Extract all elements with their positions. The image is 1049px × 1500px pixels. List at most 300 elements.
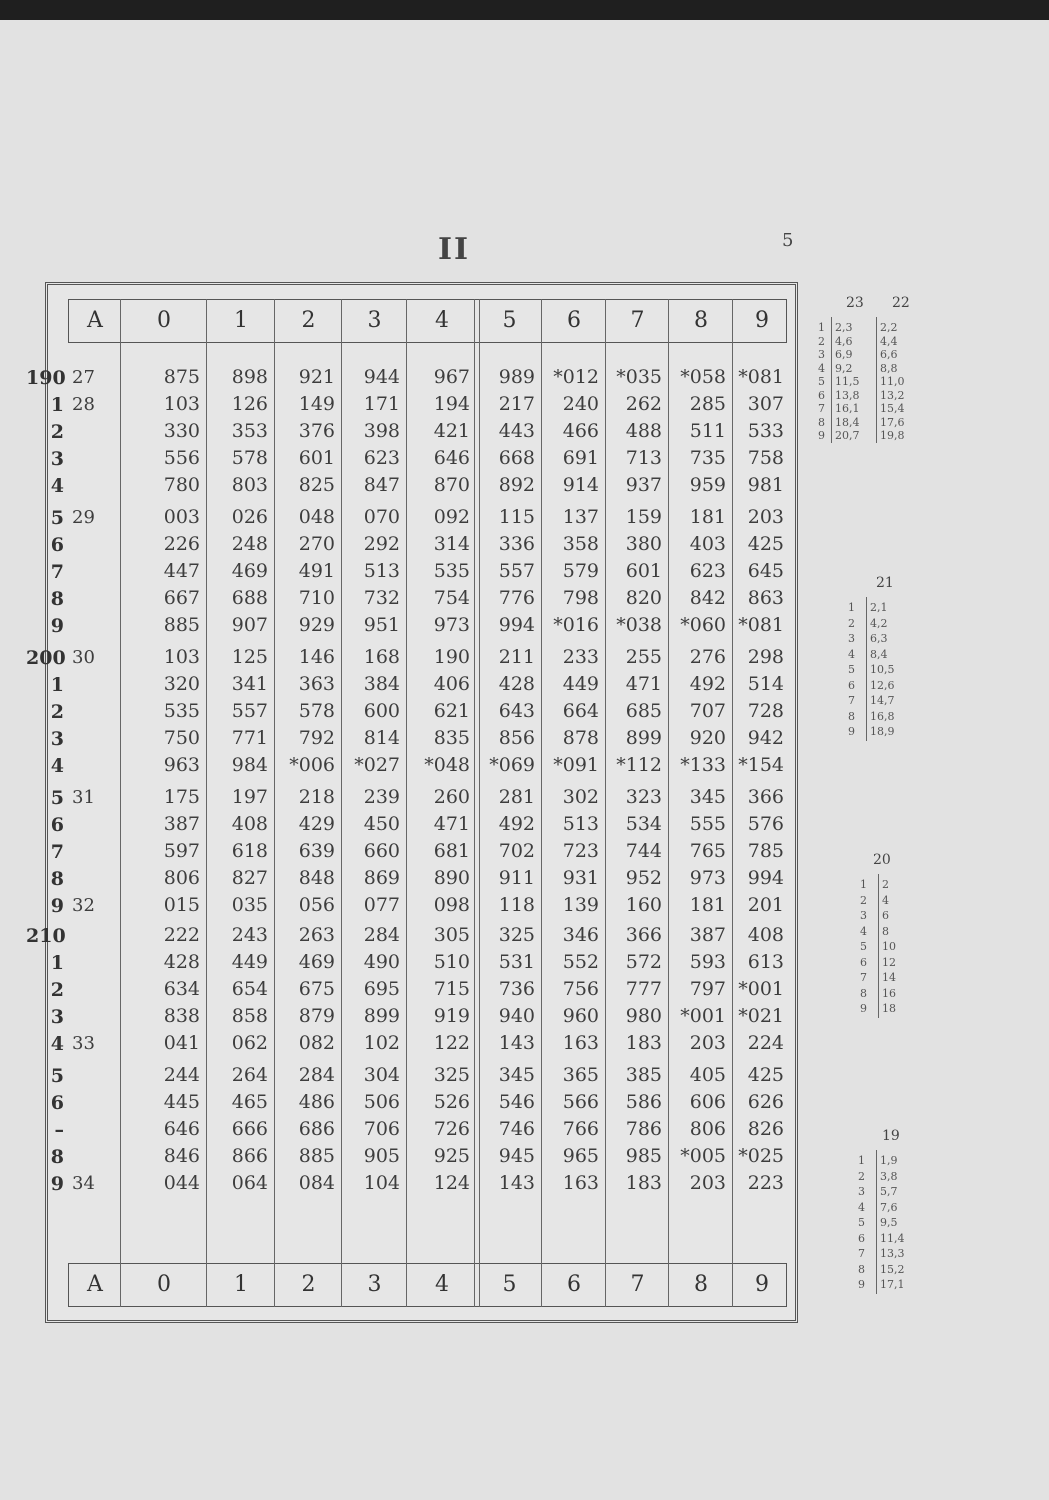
table-cell: 754: [433, 587, 470, 609]
pp-index: 8: [818, 415, 825, 429]
table-cell: 758: [747, 447, 784, 469]
pp-index: 2: [818, 334, 825, 348]
column-rule: [668, 299, 669, 1307]
pp-value: 18,4: [835, 415, 860, 429]
table-cell: 556: [163, 447, 200, 469]
pp-value: 13,2: [880, 388, 905, 402]
table-cell: 879: [298, 1005, 335, 1027]
table-cell: 771: [231, 727, 268, 749]
table-cell: 726: [433, 1118, 470, 1140]
table-cell: 262: [625, 393, 662, 415]
table-cell: 211: [498, 646, 535, 668]
row-argument: 2: [50, 979, 64, 1001]
table-cell: 492: [498, 813, 535, 835]
table-cell: 848: [298, 867, 335, 889]
pp-index: 9: [818, 429, 825, 442]
table-cell: 765: [689, 840, 726, 862]
table-cell: 907: [231, 614, 268, 636]
table-cell: 695: [363, 978, 400, 1000]
table-cell: 899: [363, 1005, 400, 1027]
row-argument: 8: [50, 1146, 64, 1168]
pp-index: 5: [848, 663, 855, 676]
table-cell: 792: [298, 727, 335, 749]
table-cell: 276: [689, 646, 726, 668]
row-argument: 6: [50, 534, 64, 556]
column-rule: [274, 299, 275, 1307]
table-cell: 425: [747, 1064, 784, 1086]
row-prefix: 32: [72, 895, 95, 916]
table-cell: 408: [231, 813, 268, 835]
pp-index: 6: [818, 388, 825, 402]
table-cell: 586: [625, 1091, 662, 1113]
row-prefix: 33: [72, 1033, 95, 1054]
table-cell: 858: [231, 1005, 268, 1027]
table-cell: 217: [498, 393, 535, 415]
table-cell: 875: [163, 366, 200, 388]
header-cell: 3: [367, 1272, 382, 1297]
table-cell: 358: [562, 533, 599, 555]
table-cell: 077: [363, 894, 400, 916]
table-cell: 959: [689, 474, 726, 496]
header-cell: 2: [301, 308, 316, 333]
table-cell: 429: [298, 813, 335, 835]
pp-value: 4: [882, 893, 889, 907]
table-cell: 284: [298, 1064, 335, 1086]
table-cell: 940: [498, 1005, 535, 1027]
pp-value: 19,8: [880, 429, 905, 442]
table-cell: 511: [689, 420, 726, 442]
table-cell: 654: [231, 978, 268, 1000]
row-argument: 4: [50, 1033, 64, 1055]
table-cell: 951: [363, 614, 400, 636]
pp-index: 8: [858, 1262, 865, 1276]
table-cell: 937: [625, 474, 662, 496]
table-cell: 919: [433, 1005, 470, 1027]
row-argument: 1: [50, 952, 64, 974]
table-cell: 465: [231, 1091, 268, 1113]
table-cell: 785: [747, 840, 784, 862]
pp-value: 12: [882, 955, 896, 969]
table-cell: 967: [433, 366, 470, 388]
table-cell: 292: [363, 533, 400, 555]
header-cell: 9: [755, 308, 769, 333]
table-cell: 298: [747, 646, 784, 668]
table-cell: 307: [747, 393, 784, 415]
table-cell: 183: [625, 1032, 662, 1054]
table-cell: *154: [738, 754, 784, 776]
pp-value: 4,6: [835, 334, 853, 348]
table-cell: *016: [553, 614, 599, 636]
table-cell: 715: [433, 978, 470, 1000]
table-cell: 601: [625, 560, 662, 582]
row-argument: 2: [50, 421, 64, 443]
table-cell: 240: [562, 393, 599, 415]
row-argument: 4: [50, 755, 64, 777]
pp-rule: [866, 597, 867, 741]
table-cell: 486: [298, 1091, 335, 1113]
table-cell: 062: [231, 1032, 268, 1054]
table-cell: 866: [231, 1145, 268, 1167]
row-argument: 3: [50, 448, 64, 470]
table-cell: 137: [562, 506, 599, 528]
table-cell: 835: [433, 727, 470, 749]
pp-value: 14: [882, 971, 896, 984]
table-cell: 082: [298, 1032, 335, 1054]
table-cell: 171: [363, 393, 400, 415]
row-argument: 6: [50, 814, 64, 836]
pp-value: 14,7: [870, 694, 895, 707]
table-cell: 104: [363, 1172, 400, 1194]
table-cell: 618: [231, 840, 268, 862]
table-cell: 421: [433, 420, 470, 442]
table-cell: 118: [498, 894, 535, 916]
pp-index: 5: [860, 940, 867, 953]
header-cell: 7: [630, 1272, 645, 1297]
header-cell: 4: [435, 1272, 449, 1297]
table-cell: 952: [625, 867, 662, 889]
table-cell: 281: [498, 786, 535, 808]
table-cell: 646: [163, 1118, 200, 1140]
row-prefix: 34: [72, 1173, 95, 1194]
table-cell: *006: [289, 754, 335, 776]
table-cell: 878: [562, 727, 599, 749]
table-cell: 490: [363, 951, 400, 973]
row-prefix: 28: [72, 394, 95, 415]
table-cell: 960: [562, 1005, 599, 1027]
pp-value: 2,3: [835, 321, 853, 334]
table-cell: 363: [298, 673, 335, 695]
table-cell: 126: [231, 393, 268, 415]
table-cell: 325: [433, 1064, 470, 1086]
table-cell: 469: [298, 951, 335, 973]
table-cell: 965: [562, 1145, 599, 1167]
table-cell: 070: [363, 506, 400, 528]
table-cell: 746: [498, 1118, 535, 1140]
table-cell: 513: [363, 560, 400, 582]
table-cell: 579: [562, 560, 599, 582]
table-cell: 203: [689, 1172, 726, 1194]
table-cell: *025: [738, 1145, 784, 1167]
table-cell: 218: [298, 786, 335, 808]
table-cell: 124: [433, 1172, 470, 1194]
table-cell: 243: [231, 924, 268, 946]
row-argument: 9: [50, 895, 64, 917]
header-cell: 4: [435, 308, 449, 333]
pp-value: 8,8: [880, 361, 898, 375]
table-cell: 576: [747, 813, 784, 835]
pp-head: 21: [876, 575, 894, 591]
table-cell: 387: [689, 924, 726, 946]
table-cell: 428: [498, 673, 535, 695]
table-cell: 003: [163, 506, 200, 528]
table-cell: 981: [747, 474, 784, 496]
table-cell: 194: [433, 393, 470, 415]
header-cell: 1: [234, 308, 248, 333]
pp-rule: [876, 1150, 877, 1294]
header-cell: 8: [694, 308, 708, 333]
table-cell: 646: [433, 447, 470, 469]
table-cell: 639: [298, 840, 335, 862]
table-header-bottom: [68, 1263, 787, 1307]
table-cell: 899: [625, 727, 662, 749]
table-cell: 398: [363, 420, 400, 442]
row-argument: 210: [26, 925, 66, 947]
table-cell: 366: [747, 786, 784, 808]
table-cell: 125: [231, 646, 268, 668]
table-cell: 710: [298, 587, 335, 609]
row-argument: 9: [50, 1173, 64, 1195]
table-cell: 786: [625, 1118, 662, 1140]
table-cell: 820: [625, 587, 662, 609]
table-cell: 601: [298, 447, 335, 469]
table-cell: 555: [689, 813, 726, 835]
pp-value: 1,9: [880, 1154, 898, 1167]
table-cell: 345: [498, 1064, 535, 1086]
table-cell: 143: [498, 1172, 535, 1194]
row-argument: 190: [26, 367, 66, 389]
pp-value: 18: [882, 1002, 896, 1015]
table-cell: 780: [163, 474, 200, 496]
pp-index: 6: [848, 678, 855, 692]
pp-value: 9,5: [880, 1216, 898, 1229]
pp-index: 5: [858, 1216, 865, 1229]
table-cell: 905: [363, 1145, 400, 1167]
table-cell: 197: [231, 786, 268, 808]
pp-value: 2,1: [870, 601, 888, 614]
pp-index: 3: [818, 348, 825, 361]
table-cell: 593: [689, 951, 726, 973]
pp-value: 10: [882, 940, 896, 953]
pp-value: 18,9: [870, 725, 895, 738]
row-argument: 3: [50, 728, 64, 750]
table-cell: 336: [498, 533, 535, 555]
row-argument: 7: [50, 841, 64, 863]
table-cell: 203: [689, 1032, 726, 1054]
table-cell: 471: [433, 813, 470, 835]
table-cell: 535: [163, 700, 200, 722]
table-cell: 526: [433, 1091, 470, 1113]
table-cell: 365: [562, 1064, 599, 1086]
table-cell: 666: [231, 1118, 268, 1140]
table-cell: 735: [689, 447, 726, 469]
pp-value: 11,5: [835, 375, 860, 388]
table-cell: 803: [231, 474, 268, 496]
pp-head: 20: [873, 852, 891, 868]
pp-value: 17,1: [880, 1278, 905, 1291]
table-cell: 707: [689, 700, 726, 722]
pp-value: 13,3: [880, 1247, 905, 1260]
row-argument: 6: [50, 1092, 64, 1114]
table-cell: 506: [363, 1091, 400, 1113]
pp-index: 7: [860, 971, 867, 984]
table-cell: 098: [433, 894, 470, 916]
table-cell: 944: [363, 366, 400, 388]
pp-head: 23: [846, 295, 864, 311]
row-prefix: 29: [72, 507, 95, 528]
table-cell: 847: [363, 474, 400, 496]
table-cell: 557: [498, 560, 535, 582]
table-cell: 963: [163, 754, 200, 776]
table-cell: 428: [163, 951, 200, 973]
header-cell: 0: [157, 308, 171, 333]
pp-index: 4: [860, 924, 867, 938]
table-cell: 994: [747, 867, 784, 889]
table-cell: 408: [747, 924, 784, 946]
table-cell: 863: [747, 587, 784, 609]
table-cell: 890: [433, 867, 470, 889]
pp-index: 6: [860, 955, 867, 969]
table-cell: 626: [747, 1091, 784, 1113]
table-cell: *112: [616, 754, 662, 776]
pp-index: 3: [848, 632, 855, 645]
table-cell: 325: [498, 924, 535, 946]
table-cell: 323: [625, 786, 662, 808]
pp-rule: [876, 317, 877, 443]
pp-value: 6: [882, 909, 889, 922]
pp-value: 2,2: [880, 321, 898, 334]
table-cell: 168: [363, 646, 400, 668]
table-cell: 449: [562, 673, 599, 695]
table-cell: *048: [424, 754, 470, 776]
table-cell: 688: [231, 587, 268, 609]
table-cell: 578: [231, 447, 268, 469]
table-cell: 827: [231, 867, 268, 889]
header-cell: 1: [234, 1272, 248, 1297]
header-cell: 5: [502, 308, 517, 333]
table-cell: 015: [163, 894, 200, 916]
pp-index: 1: [848, 601, 855, 614]
table-cell: 181: [689, 894, 726, 916]
table-cell: 469: [231, 560, 268, 582]
table-cell: 492: [689, 673, 726, 695]
pp-value: 11,4: [880, 1231, 905, 1245]
table-cell: *060: [680, 614, 726, 636]
table-cell: 546: [498, 1091, 535, 1113]
table-cell: 044: [163, 1172, 200, 1194]
table-cell: 471: [625, 673, 662, 695]
table-cell: 330: [163, 420, 200, 442]
pp-index: 8: [860, 986, 867, 1000]
table-cell: 814: [363, 727, 400, 749]
table-cell: 122: [433, 1032, 470, 1054]
table-cell: *035: [616, 366, 662, 388]
table-cell: 233: [562, 646, 599, 668]
row-argument: 8: [50, 868, 64, 890]
table-cell: 103: [163, 646, 200, 668]
table-header-top: [68, 299, 787, 343]
table-cell: 534: [625, 813, 662, 835]
table-cell: 557: [231, 700, 268, 722]
table-cell: 260: [433, 786, 470, 808]
table-cell: 264: [231, 1064, 268, 1086]
table-cell: 222: [163, 924, 200, 946]
row-argument: 200: [26, 647, 66, 669]
table-cell: 041: [163, 1032, 200, 1054]
table-cell: 064: [231, 1172, 268, 1194]
row-argument: 2: [50, 701, 64, 723]
table-cell: 403: [689, 533, 726, 555]
table-cell: 856: [498, 727, 535, 749]
table-cell: 623: [363, 447, 400, 469]
table-cell: 345: [689, 786, 726, 808]
table-cell: 510: [433, 951, 470, 973]
table-cell: 702: [498, 840, 535, 862]
log-table: [26, 282, 798, 1323]
pp-index: 9: [848, 725, 855, 738]
pp-index: 7: [858, 1247, 865, 1260]
table-cell: 026: [231, 506, 268, 528]
table-cell: 985: [625, 1145, 662, 1167]
row-prefix: 31: [72, 787, 95, 808]
table-cell: 885: [298, 1145, 335, 1167]
table-cell: *133: [680, 754, 726, 776]
table-cell: 777: [625, 978, 662, 1000]
table-cell: 675: [298, 978, 335, 1000]
page-title: II: [438, 232, 471, 267]
table-cell: 366: [625, 924, 662, 946]
table-cell: 929: [298, 614, 335, 636]
table-cell: 744: [625, 840, 662, 862]
table-cell: 645: [747, 560, 784, 582]
table-cell: 643: [498, 700, 535, 722]
pp-value: 2: [882, 878, 889, 891]
table-cell: 380: [625, 533, 662, 555]
table-cell: 846: [163, 1145, 200, 1167]
table-cell: 885: [163, 614, 200, 636]
header-cell: 9: [755, 1272, 769, 1297]
pp-index: 1: [818, 321, 825, 334]
pp-value: 17,6: [880, 415, 905, 429]
table-cell: 443: [498, 420, 535, 442]
pp-index: 5: [818, 375, 825, 388]
table-cell: 925: [433, 1145, 470, 1167]
table-cell: 756: [562, 978, 599, 1000]
table-cell: 572: [625, 951, 662, 973]
row-argument: 1: [50, 394, 64, 416]
table-cell: 531: [498, 951, 535, 973]
table-cell: 750: [163, 727, 200, 749]
table-cell: 445: [163, 1091, 200, 1113]
table-cell: 115: [498, 506, 535, 528]
column-rule: [206, 299, 207, 1307]
table-cell: 255: [625, 646, 662, 668]
table-cell: 706: [363, 1118, 400, 1140]
table-cell: 346: [562, 924, 599, 946]
table-cell: 302: [562, 786, 599, 808]
table-cell: 092: [433, 506, 470, 528]
table-cell: 911: [498, 867, 535, 889]
pp-rule: [831, 317, 832, 443]
table-cell: 668: [498, 447, 535, 469]
table-cell: *069: [489, 754, 535, 776]
pp-index: 9: [858, 1278, 865, 1291]
table-cell: 284: [363, 924, 400, 946]
table-cell: 728: [747, 700, 784, 722]
table-cell: 139: [562, 894, 599, 916]
table-cell: 914: [562, 474, 599, 496]
pp-head: 22: [892, 295, 910, 311]
table-cell: 425: [747, 533, 784, 555]
pp-value: 20,7: [835, 429, 860, 442]
pp-index: 9: [860, 1002, 867, 1015]
row-argument: 3: [50, 1006, 64, 1028]
table-cell: 898: [231, 366, 268, 388]
table-cell: 691: [562, 447, 599, 469]
pp-index: 4: [848, 647, 855, 661]
row-argument: 9: [50, 615, 64, 637]
page-number: 5: [782, 230, 794, 251]
header-cell: 6: [567, 1272, 581, 1297]
